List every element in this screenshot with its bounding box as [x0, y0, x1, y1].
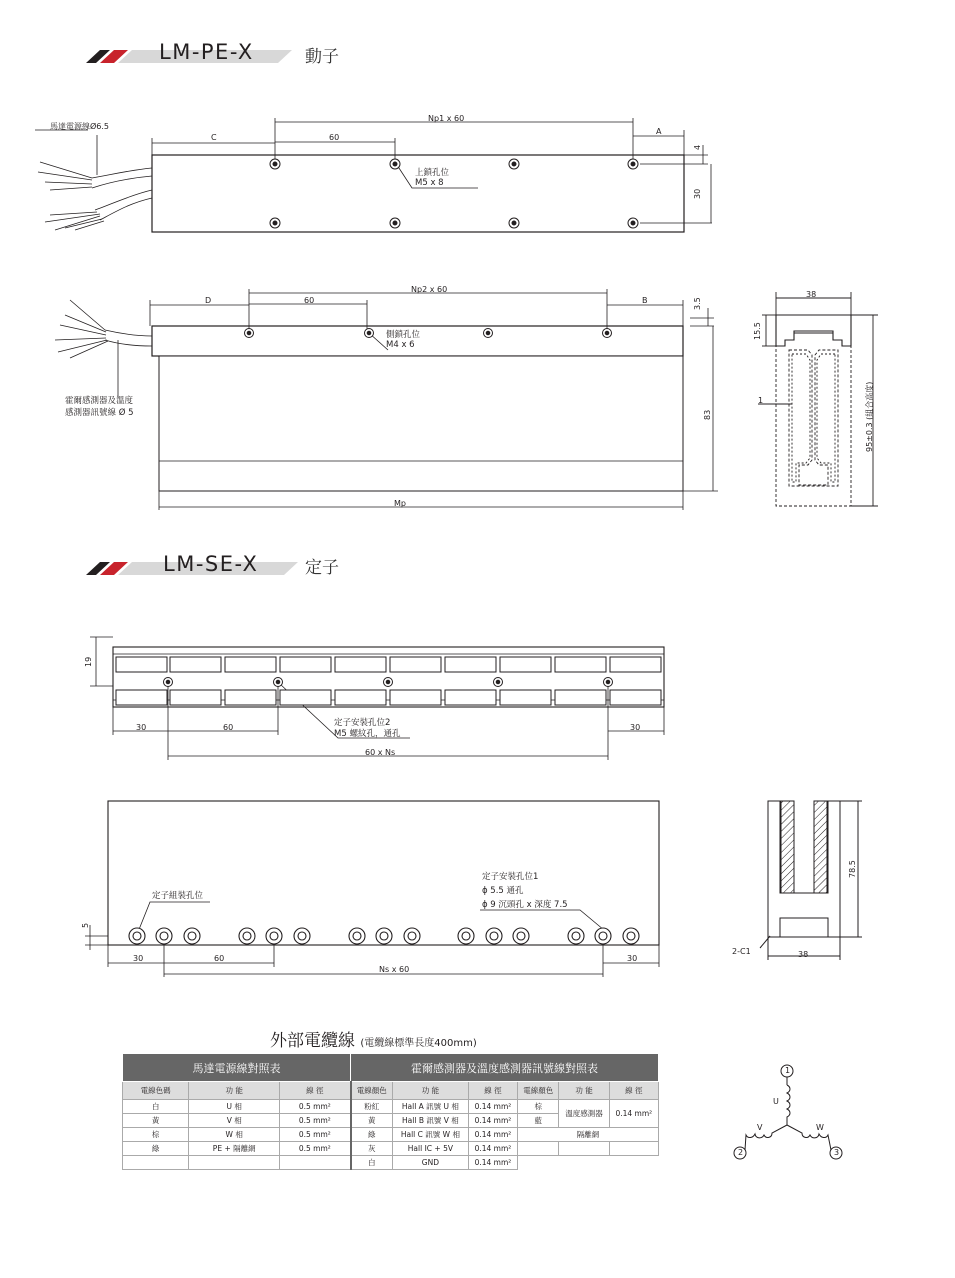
shield-label: 隔離網 [518, 1128, 659, 1142]
dim-19: 19 [84, 656, 93, 667]
col-header: 電線顏色 [518, 1082, 559, 1100]
table-cell: Hall IC + 5V [393, 1142, 469, 1156]
table-cell [559, 1156, 609, 1170]
cable-spec-table [122, 1053, 659, 1170]
dim-np2: Np2 x 60 [411, 285, 448, 294]
table-cell: 0.14 mm² [468, 1114, 517, 1128]
table-cell [123, 1156, 189, 1170]
mover-model: LM-PE-X [159, 40, 254, 64]
stator-model: LM-SE-X [163, 552, 259, 576]
dim-d: D [205, 296, 212, 305]
dim-78-5: 78.5 [848, 860, 857, 878]
table-cell: 綠 [123, 1142, 189, 1156]
dim-15-5: 15.5 [753, 322, 762, 340]
dim-60-st: 60 [223, 723, 234, 732]
table-cell: W 相 [189, 1128, 280, 1142]
side-hole-note-2: M4 x 6 [386, 340, 415, 350]
table-cell [280, 1156, 351, 1170]
phase-w: W [816, 1123, 824, 1132]
table-cell: Hall A 訊號 U 相 [393, 1100, 469, 1114]
table-cell: 0.5 mm² [280, 1128, 351, 1142]
col-header: 線 徑 [468, 1082, 517, 1100]
power-header: 馬達電源線對照表 [123, 1054, 351, 1082]
table-cell [189, 1156, 280, 1170]
cable-table-title [270, 1026, 477, 1051]
sensor-header: 霍爾感測器及溫度感測器訊號線對照表 [351, 1054, 659, 1082]
table-cell: 0.14 mm² [468, 1128, 517, 1142]
table-cell [518, 1156, 559, 1170]
dim-np1: Np1 x 60 [428, 114, 465, 123]
dim-83: 83 [703, 409, 712, 420]
dim-mp: Mp [394, 499, 406, 508]
mount-note-2: ϕ 5.5 通孔 [482, 886, 524, 896]
top-hole-note-1: 上鎖孔位 [415, 168, 450, 178]
dim-30-ssr: 30 [627, 954, 638, 963]
stator-hole2-note-1: 定子安裝孔位2 [334, 718, 391, 728]
dim-1: 1 [758, 396, 764, 405]
phase-u: U [773, 1097, 779, 1106]
table-cell: U 相 [189, 1100, 280, 1114]
stator-section-view [760, 801, 862, 960]
dim-60ns: 60 x Ns [365, 748, 396, 757]
table-cell: 棕 [123, 1128, 189, 1142]
col-header: 電線色碼 [123, 1082, 189, 1100]
cable-title: 外部電纜線 [270, 1031, 355, 1051]
chamfer-label: 2-C1 [732, 947, 751, 956]
table-cell: 藍 [518, 1114, 559, 1128]
table-cell: 粉紅 [351, 1100, 393, 1114]
table-row [123, 1100, 659, 1114]
dim-38-mover: 38 [806, 290, 817, 299]
dim-38-stator: 38 [798, 950, 809, 959]
stator-subtitle: 定子 [305, 558, 339, 578]
dim-95: 95±0.3 (組合高度) [865, 381, 874, 452]
col-header: 線 徑 [609, 1082, 658, 1100]
table-cell: PE + 隔離網 [189, 1142, 280, 1156]
dim-60-side: 60 [304, 296, 315, 305]
temp-function: 溫度感測器 [559, 1100, 609, 1128]
dim-30-str: 30 [630, 723, 641, 732]
top-hole-note-2: M5 x 8 [415, 178, 444, 188]
table-cell: 黃 [351, 1114, 393, 1128]
dim-b: B [642, 296, 648, 305]
mover-subtitle: 動子 [305, 47, 339, 67]
table-cell: 0.5 mm² [280, 1142, 351, 1156]
table-cell [609, 1142, 658, 1156]
dim-ns60: Ns x 60 [379, 965, 410, 974]
side-hole-note-1: 側鎖孔位 [386, 330, 421, 340]
table-cell: 0.5 mm² [280, 1114, 351, 1128]
dim-5: 5 [81, 922, 90, 928]
table-cell: 白 [351, 1156, 393, 1170]
temp-gauge: 0.14 mm² [609, 1100, 658, 1128]
dim-c: C [211, 133, 217, 142]
table-row [123, 1156, 659, 1170]
mover-top-view [35, 118, 712, 232]
dim-3-5: 3.5 [693, 297, 702, 310]
dim-30-mover: 30 [693, 188, 702, 199]
stator-side-view [85, 801, 659, 977]
table-cell [518, 1142, 559, 1156]
dim-a: A [656, 127, 662, 136]
table-cell: 0.14 mm² [468, 1142, 517, 1156]
mount-note-1: 定子安裝孔位1 [482, 872, 539, 882]
stator-hole2-note-2: M5 螺紋孔，通孔 [334, 729, 401, 739]
table-cell: Hall B 訊號 V 相 [393, 1114, 469, 1128]
sensor-cable-label-2: 感測器訊號線 Ø 5 [65, 408, 134, 418]
cable-subtitle: (電纜線標準長度400mm) [360, 1038, 477, 1049]
phase-v: V [757, 1123, 763, 1132]
mover-cable-label: 馬達電源線Ø6.5 [50, 122, 110, 131]
wiring-diagram [734, 1065, 842, 1159]
table-cell: V 相 [189, 1114, 280, 1128]
table-cell: 黃 [123, 1114, 189, 1128]
table-cell: Hall C 訊號 W 相 [393, 1128, 469, 1142]
table-row [123, 1128, 659, 1142]
table-cell: GND [393, 1156, 469, 1170]
col-header: 功 能 [189, 1082, 280, 1100]
table-cell: 0.14 mm² [468, 1156, 517, 1170]
dim-30-stl: 30 [136, 723, 147, 732]
table-cell: 0.14 mm² [468, 1100, 517, 1114]
table-row [123, 1142, 659, 1156]
dim-30-ssl: 30 [133, 954, 144, 963]
table-cell [559, 1142, 609, 1156]
table-cell: 棕 [518, 1100, 559, 1114]
table-cell: 灰 [351, 1142, 393, 1156]
mover-side-view [55, 289, 718, 510]
col-header: 線 徑 [280, 1082, 351, 1100]
table-cell [609, 1156, 658, 1170]
dim-60-ss: 60 [214, 954, 225, 963]
node-1: 1 [785, 1066, 791, 1075]
col-header: 功 能 [393, 1082, 469, 1100]
node-3: 3 [834, 1148, 840, 1157]
col-header: 電線顏色 [351, 1082, 393, 1100]
mount-note-3: ϕ 9 沉頭孔 x 深度 7.5 [482, 900, 568, 910]
dim-60-top: 60 [329, 133, 340, 142]
assembly-hole-label: 定子組裝孔位 [152, 891, 204, 901]
table-cell: 白 [123, 1100, 189, 1114]
node-2: 2 [738, 1148, 744, 1157]
dim-4: 4 [693, 144, 702, 150]
table-cell: 0.5 mm² [280, 1100, 351, 1114]
sensor-cable-label-1: 霍爾感測器及溫度 [65, 396, 134, 406]
table-cell: 綠 [351, 1128, 393, 1142]
mover-section-view [758, 292, 878, 506]
col-header: 功 能 [559, 1082, 609, 1100]
